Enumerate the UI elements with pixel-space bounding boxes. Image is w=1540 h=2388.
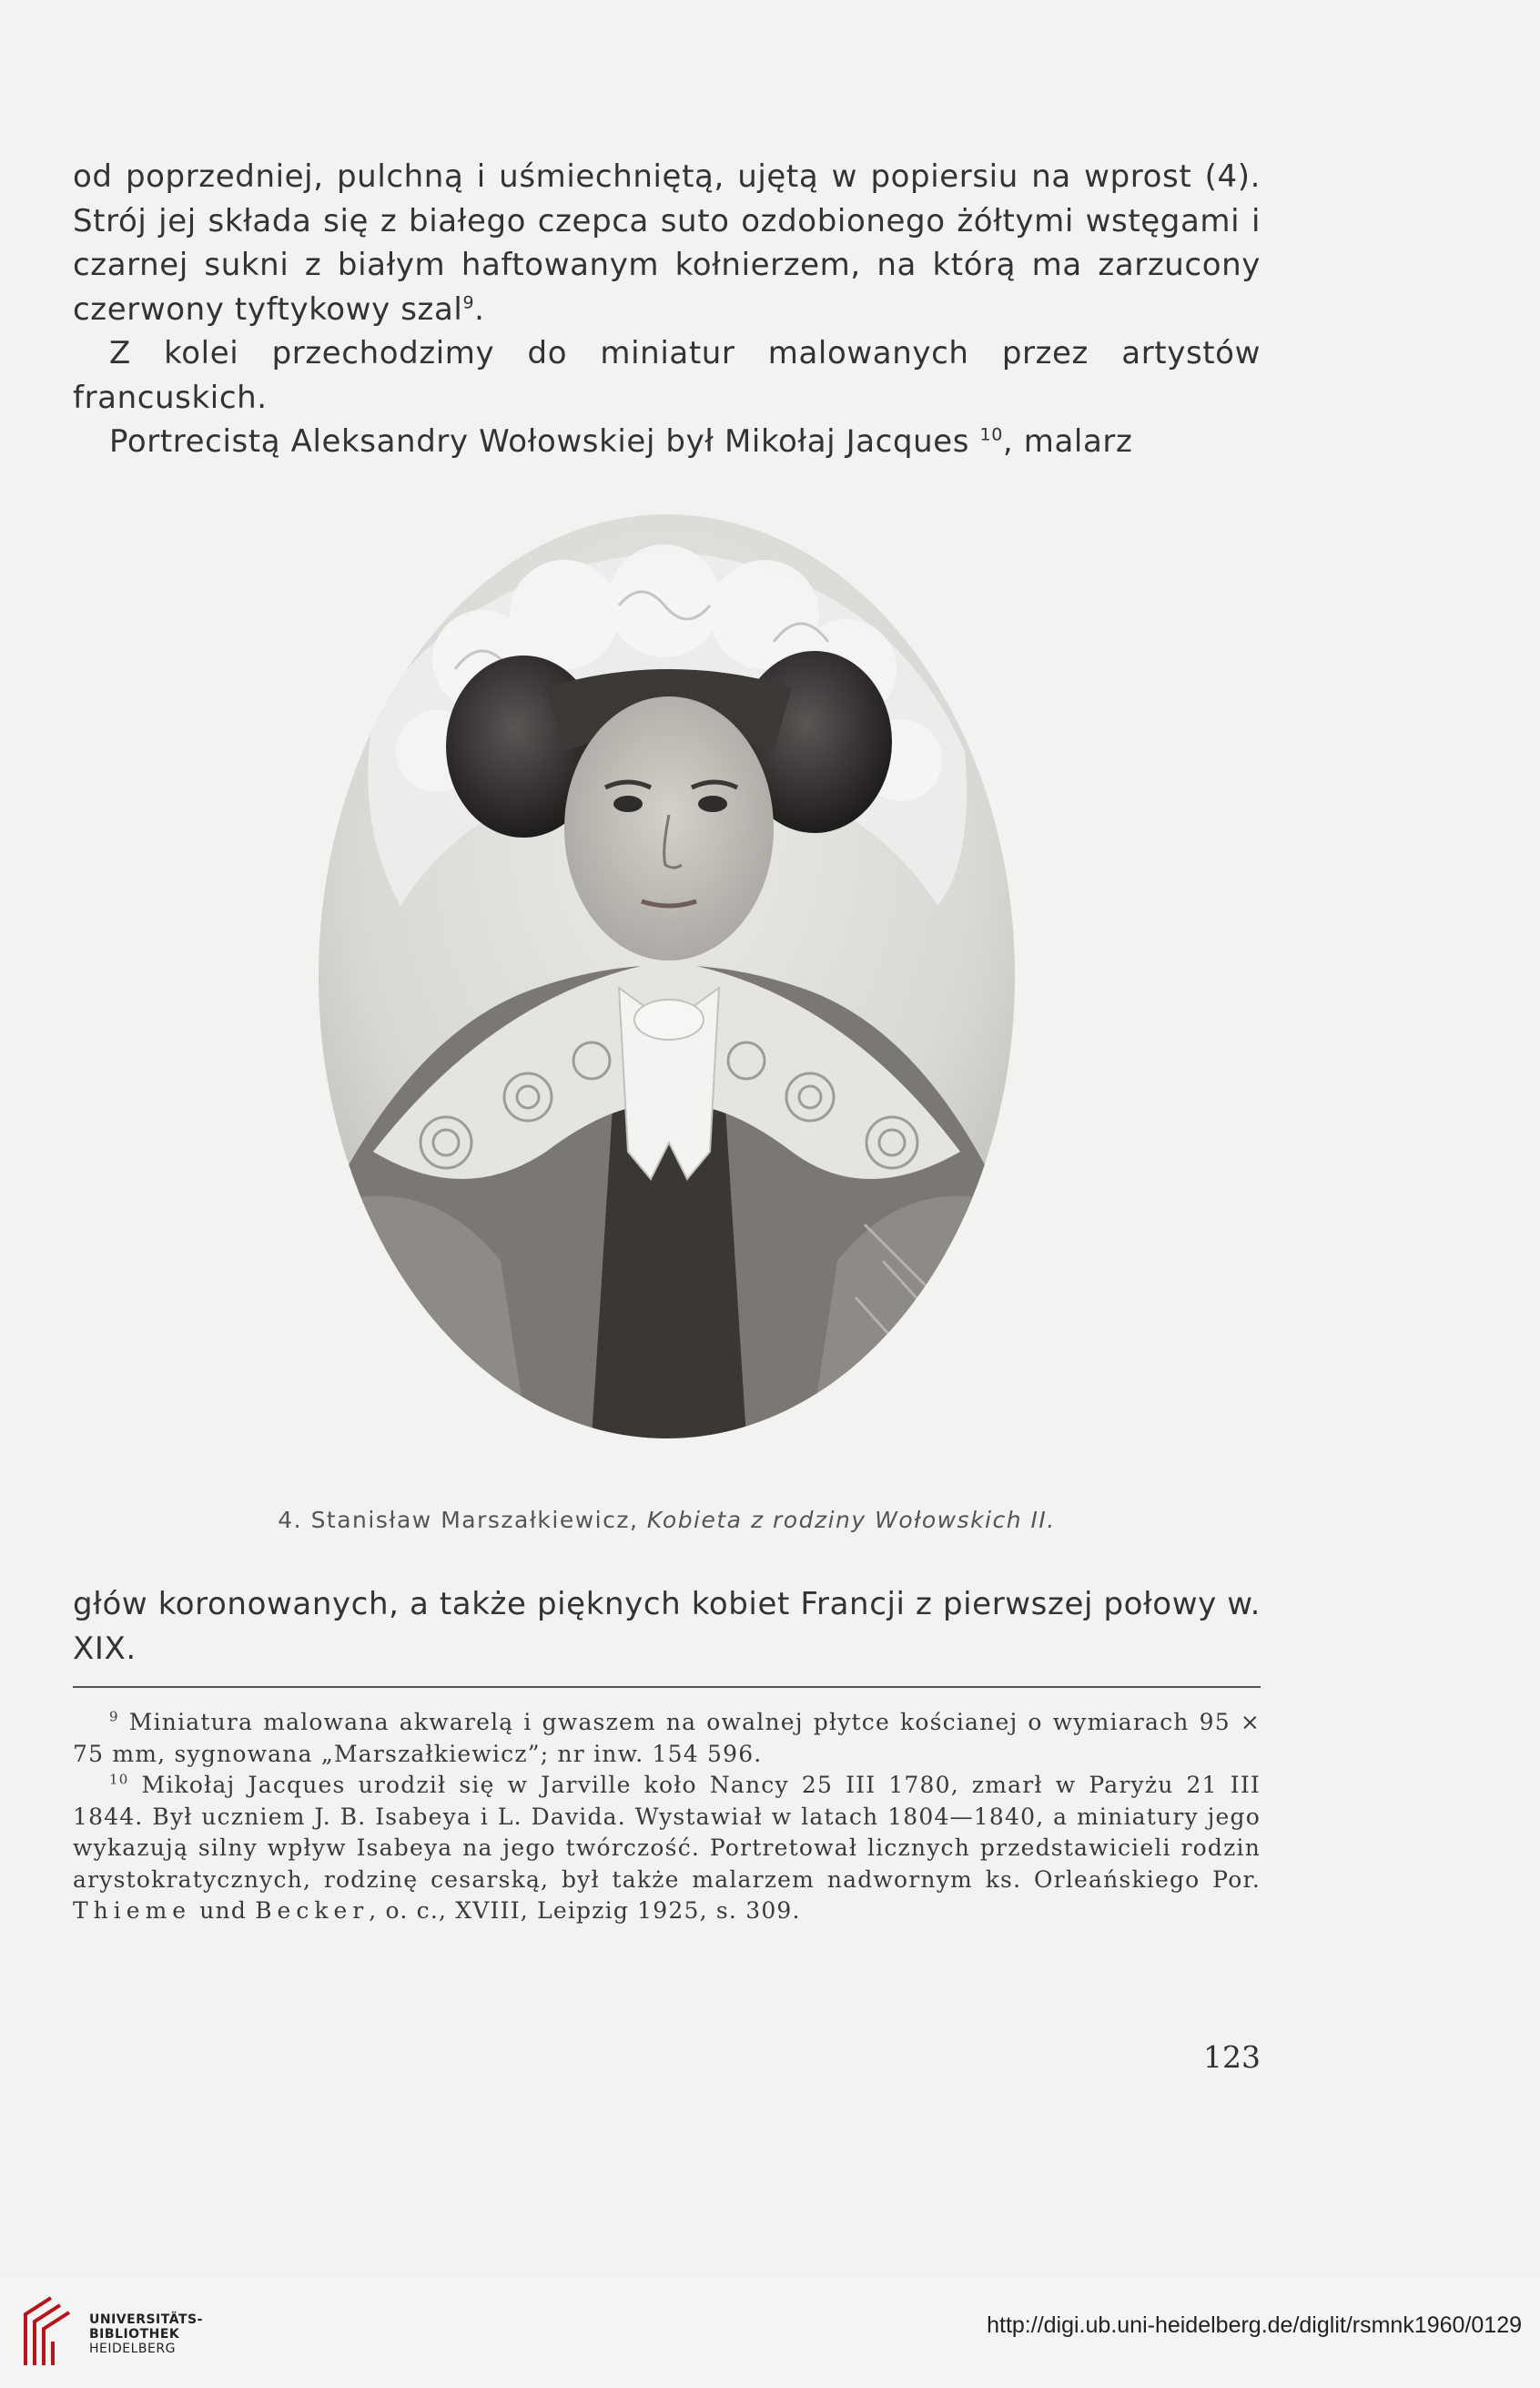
footnote-9: $^9$ Miniatura malowana akwarelą i gwaszem na owalnej płytce kościanej o wymiarach 95 × 75 mm, sygnowana „Marszałkiewicz”; nr inw. 154 596.	[73, 1708, 1261, 1767]
footnote-ref-10[interactable]: 10	[979, 424, 1003, 445]
footnote-10: $^{10}$ Mikołaj Jacques urodził się w Jarville koło Nancy 25 III 1780, zmarł w Paryżu 21 III 1844. Był uczniem J. B. Isabeya i L. Davida. Wystawiał w latach 1804—1840, a miniatury jego wykazują silny wpływ Isabeya na jego twórczość. Portretował licznych przedstawicieli rodzin arystokratycznych, rodzinę cesarską, był także malarzem nadwornym ks. Orleańskiego Por. Thieme und Becker, o. c., XVIII, Leipzig 1925, s. 309.	[73, 1771, 1261, 1924]
caption-title: Kobieta z rodziny Wołowskich II.	[646, 1507, 1056, 1533]
author-thieme: Thieme	[73, 1897, 192, 1924]
body-text-bottom	[73, 1582, 1261, 1671]
footnote-separator	[73, 1686, 1261, 1688]
page-number: 123	[1203, 2039, 1261, 2075]
footnotes	[73, 1707, 1261, 1927]
portrait-miniature-image	[319, 514, 1015, 1438]
digitization-footer	[0, 2276, 1540, 2388]
figure-caption: 4. Stanisław Marszałkiewicz, Kobieta z rodziny Wołowskich II.	[278, 1507, 1056, 1533]
footnote-number-10: 10	[109, 1771, 129, 1788]
body-text-top	[73, 155, 1261, 464]
paragraph-2: Z kolei przechodzimy do miniatur malowanych przez artystów francuskich.	[73, 335, 1261, 416]
paragraph-1: od poprzedniej, pulchną i uśmiechniętą, ujętą w popiersiu na wprost (4). Strój jej składa się z białego czepca suto ozdobionego żółtymi wstęgami i czarnej sukni z białym haftowanym kołnierzem, na którą ma zarzucony czerwony tyftykowy szal$^9$.	[73, 158, 1261, 328]
paragraph-3: Portrecistą Aleksandry Wołowskiej był Mikołaj Jacques $^{10}$, malarz	[109, 423, 1133, 460]
ub-heidelberg-logo-icon[interactable]	[18, 2294, 75, 2369]
portrait-illustration	[319, 514, 1015, 1438]
permalink-url[interactable]: http://digi.ub.uni-heidelberg.de/diglit/rsmnk1960/0129	[987, 2312, 1522, 2338]
author-becker: Becker	[255, 1897, 370, 1924]
library-name: UNIVERSITÄTS- BIBLIOTHEK HEIDELBERG	[89, 2312, 203, 2356]
footnote-number-9: 9	[109, 1708, 119, 1725]
footnote-ref-9[interactable]: 9	[462, 292, 475, 313]
paragraph-4: głów koronowanych, a także pięknych kobiet Francji z pierwszej połowy w. XIX.	[73, 1586, 1261, 1667]
